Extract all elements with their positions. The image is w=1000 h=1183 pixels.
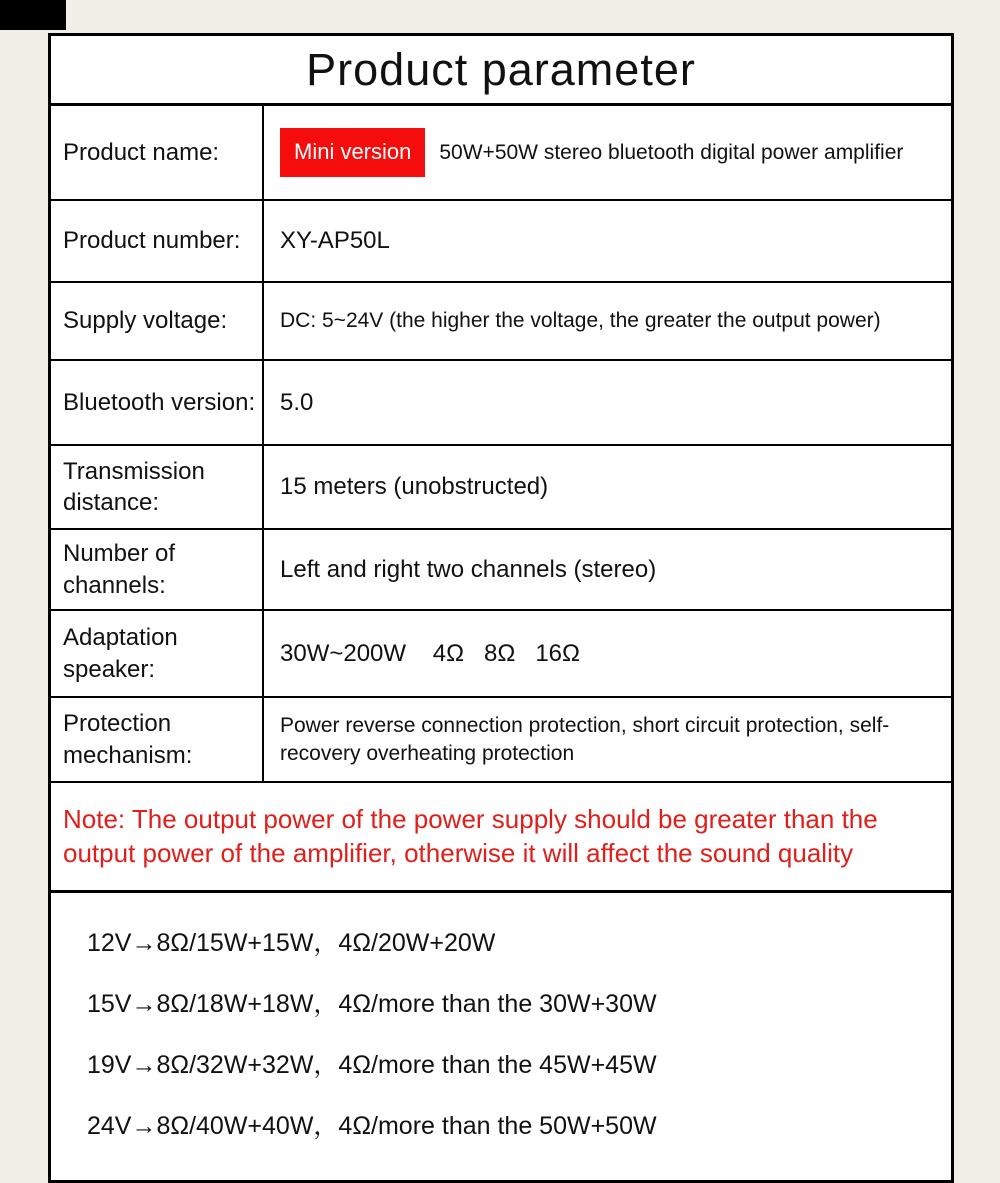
power-line-15v: 15V→8Ω/18W+18W，4Ω/more than the 30W+30W <box>87 990 657 1018</box>
row-value: 15 meters (unobstructed) <box>280 473 549 501</box>
row-label: Transmission distance: <box>51 446 264 528</box>
row-value: 30W~200W 4Ω 8Ω 16Ω <box>280 639 580 667</box>
corner-mark <box>0 0 66 30</box>
table-row-bluetooth-version <box>51 361 951 446</box>
table-row-number-of-channels <box>51 530 951 611</box>
table-row-supply-voltage <box>51 283 951 361</box>
row-value: 5.0 <box>280 388 314 416</box>
power-line-24v: 24V→8Ω/40W+40W，4Ω/more than the 50W+50W <box>87 1112 657 1140</box>
note-text: Note: The output power of the power supply should be greater than the output power of the amplifier, otherwise it will affect the sound quality <box>51 783 951 893</box>
row-value <box>264 106 951 199</box>
row-value: Power reverse connection protection, short circuit protection, self-recovery overheating protection <box>280 714 890 765</box>
product-name-text: 50W+50W stereo bluetooth digital power amplifier <box>439 140 904 164</box>
row-label: Bluetooth version: <box>51 361 264 444</box>
row-label: Adaptation speaker: <box>51 611 264 696</box>
table-row-adaptation-speaker <box>51 611 951 698</box>
row-label: Number of channels: <box>51 530 264 609</box>
row-value: XY-AP50L <box>280 227 390 255</box>
power-output-table <box>51 893 951 1180</box>
table-row-product-name <box>51 106 951 201</box>
power-line-19v: 19V→8Ω/32W+32W，4Ω/more than the 45W+45W <box>87 1051 657 1079</box>
row-label: Supply voltage: <box>51 283 264 359</box>
row-value: Left and right two channels (stereo) <box>280 555 657 583</box>
power-line-12v: 12V→8Ω/15W+15W，4Ω/20W+20W <box>87 929 496 957</box>
product-parameter-sheet <box>48 33 954 1183</box>
table-row-product-number <box>51 201 951 283</box>
row-label: Product name: <box>51 106 264 199</box>
row-label: Protection mechanism: <box>51 698 264 781</box>
table-row-protection-mechanism <box>51 698 951 783</box>
page-title: Product parameter <box>51 36 951 106</box>
row-value: DC: 5~24V (the higher the voltage, the greater the output power) <box>280 309 881 333</box>
table-row-transmission-distance <box>51 446 951 530</box>
mini-version-badge: Mini version <box>280 128 425 177</box>
row-label: Product number: <box>51 201 264 281</box>
